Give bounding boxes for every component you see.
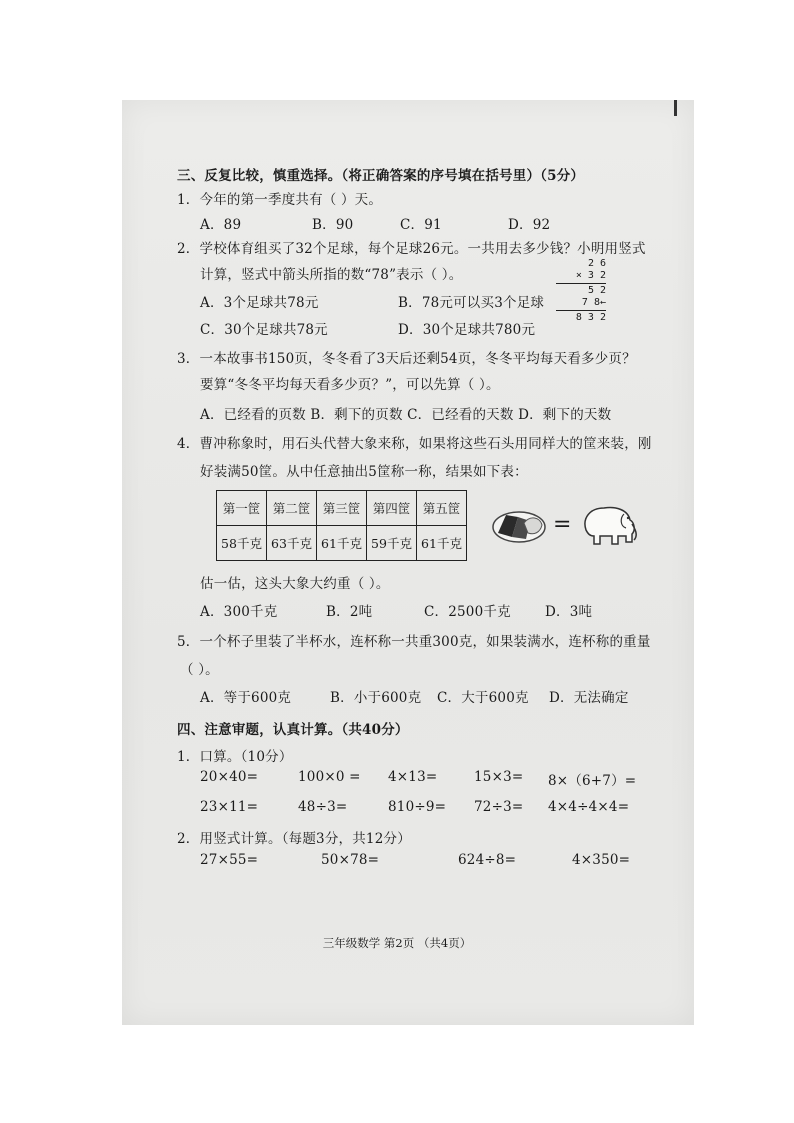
vertical-row-5: 8 3 2	[575, 312, 606, 323]
q5-option-d: D．无法确定	[549, 690, 629, 706]
q2-line2: 计算，竖式中箭头所指的数“78”表示（ ）。	[200, 267, 463, 283]
q2-line1: 2．学校体育组买了32个足球，每个足球26元。一共用去多少钱？小明用竖式	[177, 241, 646, 257]
q1-stem: 1．今年的第一季度共有（ ）天。	[177, 192, 383, 208]
q1-option-c: C．91	[400, 217, 442, 233]
q1-option-a: A．89	[200, 217, 242, 233]
mental-math-item: 100×0 =	[298, 769, 361, 785]
q5-line1: 5．一个杯子里装了半杯水，连杯称一共重300克，如果装满水，连杯称的重量	[177, 634, 651, 650]
mental-math-item: 810÷9=	[388, 799, 447, 815]
q1-option-b: B．90	[312, 217, 354, 233]
table-header-cell: 第一筐	[217, 491, 267, 526]
equals-sign: =	[553, 512, 572, 537]
q2-option-b: B．78元可以买3个足球	[398, 295, 545, 311]
mental-math-item: 20×40=	[200, 769, 259, 785]
vertical-row-3: 5 2	[587, 285, 606, 296]
table-header-cell: 第二筐	[267, 491, 317, 526]
q4-option-b: B．2吨	[326, 604, 373, 620]
stones-icon	[490, 503, 548, 547]
elephant-icon	[576, 500, 640, 548]
table-cell: 61千克	[417, 526, 467, 561]
q5-option-a: A．等于600克	[200, 690, 292, 706]
mental-math-item: 48÷3=	[298, 799, 348, 815]
mental-math-item: 8×（6+7）=	[548, 773, 637, 789]
q4-line2: 好装满50筐。从中任意抽出5筐称一称，结果如下表：	[200, 464, 528, 480]
q2-option-a: A．3个足球共78元	[200, 295, 319, 311]
q3-options: A．已经看的页数 B．剩下的页数 C．已经看的天数 D．剩下的天数	[200, 407, 612, 423]
q2-option-c: C．30个足球共78元	[200, 322, 328, 338]
table-cell: 63千克	[267, 526, 317, 561]
mental-math-item: 4×13=	[388, 769, 438, 785]
table-cell: 58千克	[217, 526, 267, 561]
basket-weight-table	[216, 490, 467, 561]
q3-line2: 要算“冬冬平均每天看多少页？”，可以先算（ ）。	[200, 377, 500, 393]
mental-math-item: 15×3=	[474, 769, 524, 785]
q5-line2: （ ）。	[180, 662, 219, 678]
mental-math-title: 1．口算。（10分）	[177, 749, 293, 765]
table-header-cell: 第五筐	[417, 491, 467, 526]
page-edge-mark	[674, 100, 677, 116]
q4-option-a: A．300千克	[200, 604, 278, 620]
mental-math-item: 72÷3=	[474, 799, 524, 815]
section-4-title: 四、注意审题，认真计算。（共40分）	[177, 722, 409, 738]
vertical-calc-item: 4×350=	[572, 852, 631, 868]
table-row	[217, 491, 467, 526]
q4-option-d: D．3吨	[545, 604, 593, 620]
mental-math-item: 4×4÷4×4=	[548, 799, 630, 815]
page-footer: 三年级数学 第2页 （共4页）	[322, 936, 472, 950]
vertical-row-4: 7 8←	[581, 297, 606, 308]
vertical-multiplication	[556, 258, 606, 324]
vertical-calc-title: 2．用竖式计算。（每题3分，共12分）	[177, 831, 411, 847]
table-header-cell: 第三筐	[317, 491, 367, 526]
table-cell: 59千克	[367, 526, 417, 561]
table-header-cell: 第四筐	[367, 491, 417, 526]
q4-line1: 4．曹冲称象时，用石头代替大象来称，如果将这些石头用同样大的筐来装，刚	[177, 436, 652, 452]
vertical-row-1: 2 6	[587, 258, 606, 269]
q5-option-c: C．大于600克	[437, 690, 529, 706]
vertical-calc-item: 50×78=	[321, 852, 380, 868]
q5-option-b: B．小于600克	[330, 690, 422, 706]
vertical-calc-item: 624÷8=	[458, 852, 517, 868]
q4-estimate: 估一估，这头大象大约重（ ）。	[200, 576, 390, 592]
section-3-title: 三、反复比较，慎重选择。（将正确答案的序号填在括号里）（5分）	[177, 168, 585, 184]
q3-line1: 3．一本故事书150页，冬冬看了3天后还剩54页，冬冬平均每天看多少页？	[177, 351, 636, 367]
mental-math-item: 23×11=	[200, 799, 259, 815]
table-row	[217, 526, 467, 561]
vertical-calc-item: 27×55=	[200, 852, 259, 868]
q4-option-c: C．2500千克	[424, 604, 511, 620]
vertical-row-2: × 3 2	[575, 270, 606, 281]
q2-option-d: D．30个足球共780元	[398, 322, 536, 338]
table-cell: 61千克	[317, 526, 367, 561]
q1-option-d: D．92	[508, 217, 551, 233]
